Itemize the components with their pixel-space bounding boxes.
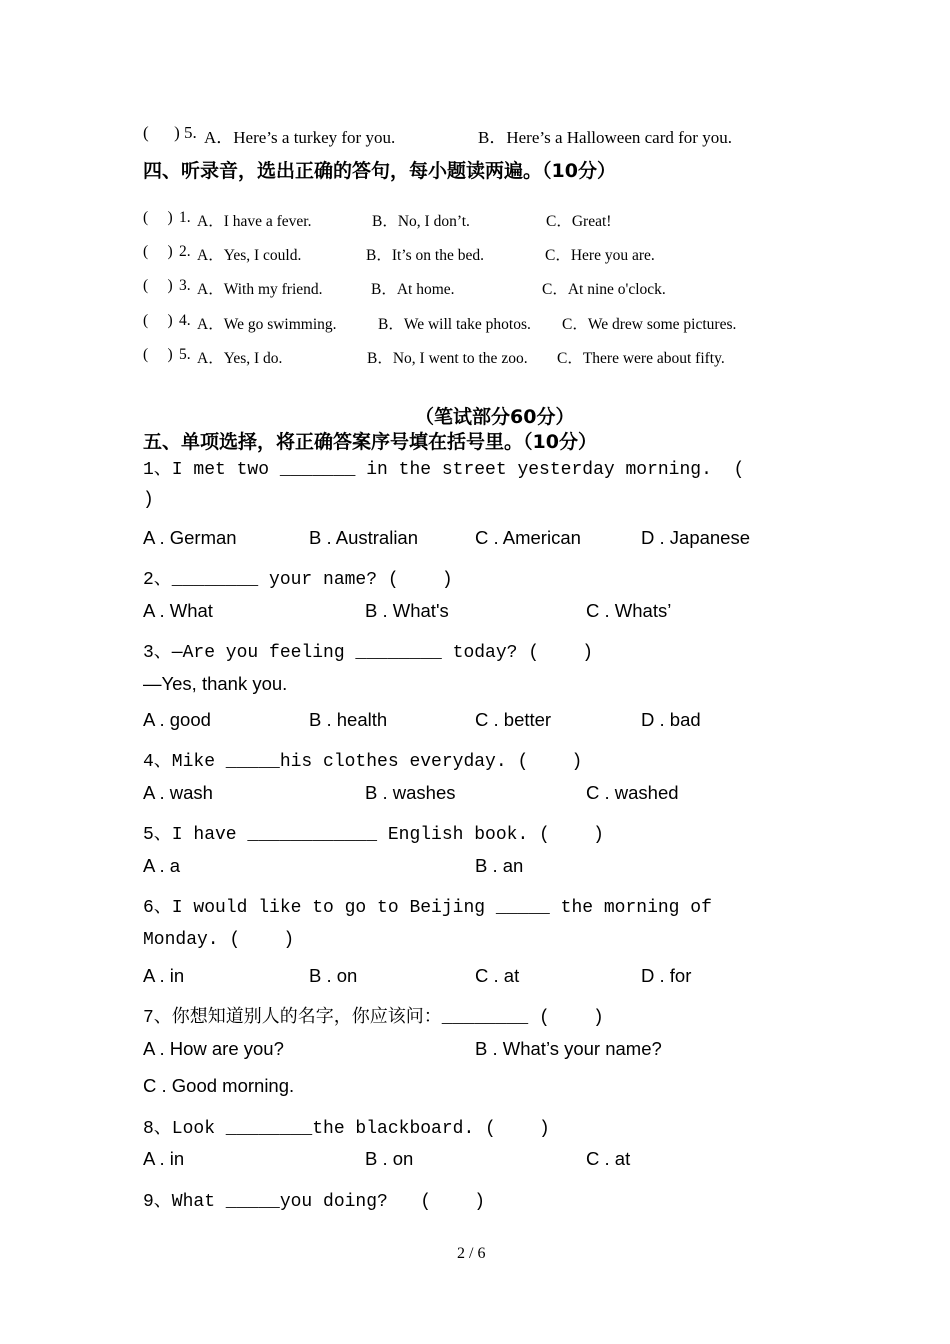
q6-stem-continued: Monday. ( ) [143, 930, 295, 950]
q4-option-a: A . wash [143, 782, 213, 803]
q6-option-b: B . on [309, 965, 358, 986]
q2-stem: 2、________ your name? ( ) [143, 570, 453, 590]
part1-q5-number: 5. [184, 123, 197, 142]
part1-q5-option-b: B．Here’s a Halloween card for you. [478, 128, 732, 147]
option-c: C．There were about fifty. [557, 350, 725, 367]
option-a: A．Yes, I could. [197, 247, 302, 264]
part1-q5-paren: ( ) [143, 123, 180, 142]
q1-option-d: D . Japanese [641, 527, 751, 548]
q2-option-a: A . What [143, 600, 213, 621]
q6-stem: 6、I would like to go to Beijing _____ the morning of [143, 898, 712, 918]
q1-stem-continued: ) [143, 490, 154, 510]
q8-option-a: A . in [143, 1148, 185, 1169]
question-paren: ( ) [143, 243, 173, 260]
option-a: A．Yes, I do. [197, 350, 283, 367]
option-b: B．At home. [371, 281, 455, 298]
q1-option-a: A . German [143, 527, 237, 548]
q8-option-b: B . on [365, 1148, 414, 1169]
q7-option-b: B . What’s your name? [475, 1038, 662, 1059]
part1-q5-option-a: A．Here’s a turkey for you. [204, 128, 396, 147]
option-c: C．Great! [546, 213, 612, 230]
q5-option-a: A . a [143, 855, 181, 876]
section4-title: 四、听录音，选出正确的答句，每小题读两遍。（10分） [143, 160, 616, 182]
q1-option-c: C . American [475, 527, 581, 548]
question-paren: ( ) [143, 346, 173, 363]
q3-stem: 3、—Are you feeling ________ today? ( ) [143, 643, 594, 663]
section5-title: 五、单项选择，将正确答案序号填在括号里。（10分） [143, 431, 597, 453]
option-a: A．I have a fever. [197, 213, 312, 230]
q7-option-c: C . Good morning. [143, 1075, 295, 1096]
option-a: A．With my friend. [197, 281, 323, 298]
option-c: C．At nine o'clock. [542, 281, 666, 298]
page-number: 2 / 6 [457, 1245, 486, 1262]
q3-option-b: B . health [309, 709, 388, 730]
q1-option-b: B . Australian [309, 527, 419, 548]
q5-stem: 5、I have ____________ English book. ( ) [143, 825, 604, 845]
question-number: 2. [179, 243, 191, 260]
option-a: A．We go swimming. [197, 316, 337, 333]
option-c: C．We drew some pictures. [562, 316, 737, 333]
question-number: 1. [179, 209, 191, 226]
question-number: 4. [179, 312, 191, 329]
option-b: B．We will take photos. [378, 316, 531, 333]
q4-option-c: C . washed [586, 782, 679, 803]
q3-reply: —Yes, thank you. [143, 673, 288, 694]
question-number: 5. [179, 346, 191, 363]
q1-stem: 1、I met two _______ in the street yesterday morning. ( [143, 460, 745, 480]
q8-stem: 8、Look ________the blackboard. ( ) [143, 1119, 550, 1139]
q3-option-d: D . bad [641, 709, 701, 730]
q6-option-c: C . at [475, 965, 520, 986]
q3-option-a: A . good [143, 709, 211, 730]
q2-option-c: C . Whats’ [586, 600, 672, 621]
q6-option-d: D . for [641, 965, 692, 986]
q7-stem: 7、你想知道别人的名字，你应该问：________ ( ) [143, 1008, 604, 1028]
question-paren: ( ) [143, 277, 173, 294]
q4-stem: 4、Mike _____his clothes everyday. ( ) [143, 752, 583, 772]
q8-option-c: C . at [586, 1148, 631, 1169]
written-part-heading: （笔试部分60分） [415, 406, 575, 428]
option-c: C．Here you are. [545, 247, 655, 264]
q7-option-a: A . How are you? [143, 1038, 284, 1059]
question-paren: ( ) [143, 312, 173, 329]
q9-stem: 9、What _____you doing? ( ) [143, 1192, 486, 1212]
question-number: 3. [179, 277, 191, 294]
q6-option-a: A . in [143, 965, 185, 986]
question-paren: ( ) [143, 209, 173, 226]
q4-option-b: B . washes [365, 782, 456, 803]
option-b: B．It’s on the bed. [366, 247, 484, 264]
q3-option-c: C . better [475, 709, 552, 730]
option-b: B．No, I don’t. [372, 213, 470, 230]
option-b: B．No, I went to the zoo. [367, 350, 528, 367]
q5-option-b: B . an [475, 855, 524, 876]
q2-option-b: B . What's [365, 600, 449, 621]
